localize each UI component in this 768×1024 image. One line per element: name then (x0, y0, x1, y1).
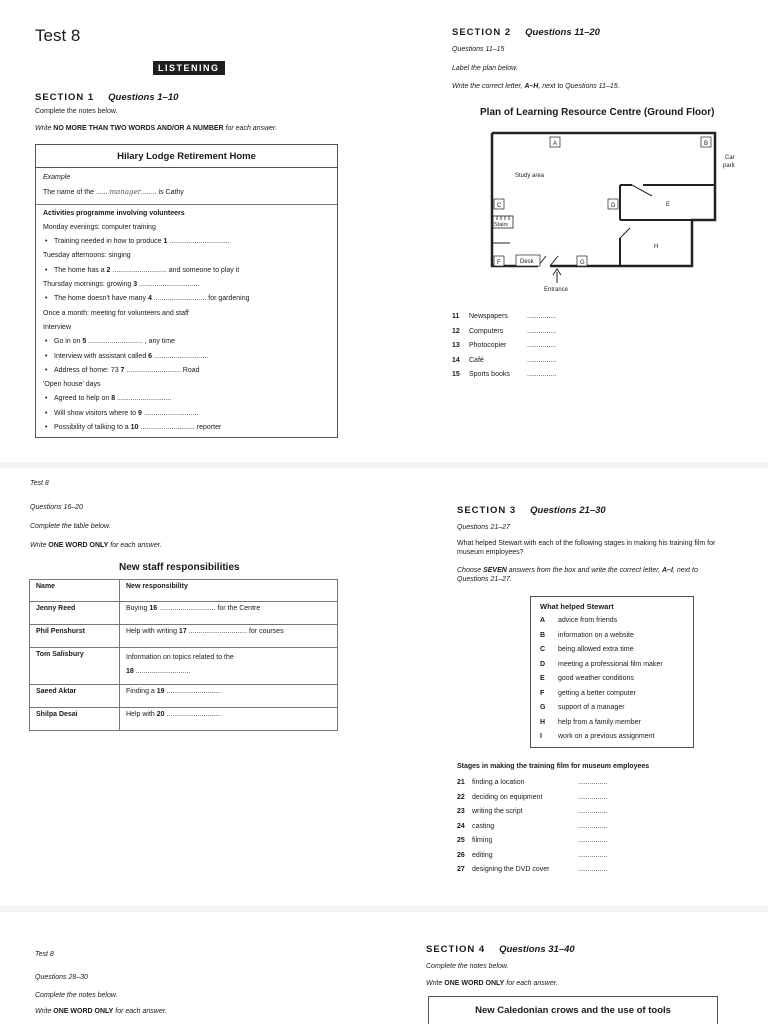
write-letter-instruction: Write the correct letter, A–H, next to Questions 11–15. (452, 83, 620, 90)
options-box (530, 596, 694, 748)
stage-item: 27 designing the DVD cover ............... (457, 866, 608, 873)
section4-heading: SECTION 4 Questions 31–40 (426, 944, 575, 955)
row-name: Jenny Reed (30, 602, 120, 625)
note-line: • Possibility of talking to a 10 ............................ reporter (43, 421, 337, 435)
page-3 (0, 912, 768, 1024)
page2-header: Test 8 (30, 480, 49, 487)
plan-items-list (452, 310, 556, 383)
notes-title: Hilary Lodge Retirement Home (36, 145, 337, 168)
page3-header: Test 8 (35, 951, 54, 958)
note-line: • The home has a 2 ............................ and someone to play it (43, 264, 337, 278)
plan-label-f: F (497, 260, 501, 266)
stages-title: Stages in making the training film for museum employees (457, 763, 650, 770)
note-line: • Training needed in how to produce 1 ............................... (43, 235, 337, 249)
table-write-instruction: Write ONE WORD ONLY for each answer. (30, 542, 162, 549)
row-name: Phil Penshurst (30, 625, 120, 648)
plan-item: 14 Café ............... (452, 356, 557, 364)
test-title: Test 8 (35, 26, 81, 45)
option-item: I work on a previous assignment (540, 733, 655, 740)
option-item: D meeting a professional film maker (540, 660, 663, 668)
options-title: What helped Stewart (540, 602, 614, 611)
plan-label-entrance: Entrance (544, 287, 569, 293)
crows-notes-box (428, 996, 718, 1024)
table-row (30, 685, 338, 708)
section4-instruction: Complete the notes below. (426, 963, 509, 970)
plan-label-h: H (654, 244, 659, 250)
listening-badge: LISTENING (153, 58, 225, 76)
table-instruction: Complete the table below. (30, 523, 111, 530)
table-row (30, 602, 338, 625)
note-line: Thursday mornings: growing 3 ............................... (43, 281, 200, 289)
notes-body (36, 205, 337, 436)
stage-item: 22 deciding on equipment ............... (457, 793, 608, 801)
row-responsibility: Information on topics related to the 18 ............................ (120, 648, 338, 685)
option-item: H help from a family member (540, 718, 641, 726)
note-line: • Address of home: 73 7 ............................ Road (43, 364, 337, 378)
plan-item: 13 Photocopier ............... (452, 342, 557, 349)
plan-label-study-area: Study area (515, 173, 545, 179)
row-name: Tom Salisbury (30, 648, 120, 685)
q21-27-label: Questions 21–27 (457, 524, 510, 531)
section1-instruction: Complete the notes below. (35, 108, 118, 115)
note-line: Tuesday afternoons: singing (43, 252, 131, 260)
plan-label-c: C (497, 203, 502, 209)
plan-title: Plan of Learning Resource Centre (Ground Floor) (480, 107, 715, 118)
page-2 (0, 468, 768, 906)
plan-label-d: D (611, 203, 616, 209)
q16-20-label: Questions 16–20 (30, 504, 83, 511)
note-line: • Will show visitors where to 9 ............................ (43, 407, 337, 421)
q28-30-label: Questions 28–30 (35, 974, 88, 981)
plan-label-g: G (580, 260, 585, 266)
option-item: C being allowed extra time (540, 646, 634, 653)
page-1 (0, 0, 768, 462)
row-responsibility: Finding a 19 ............................ (120, 685, 338, 708)
table-header-row (30, 580, 338, 602)
option-item: A advice from friends (540, 617, 618, 624)
row-responsibility: Buying 16 ............................. for the Centre (120, 602, 338, 625)
plan-item: 15 Sports books ............... (452, 371, 557, 378)
note-line: • The home doesn't have many 4 ........................... for gardening (43, 292, 337, 306)
table-title: New staff responsibilities (119, 562, 240, 573)
stage-item: 23 writing the script ............... (457, 808, 608, 815)
example-label: Example (43, 174, 71, 181)
notes-write-instruction: Write ONE WORD ONLY for each answer. (35, 1008, 167, 1015)
plan-label-a: A (553, 141, 558, 147)
note-line: Interview (43, 323, 72, 331)
section2-heading: SECTION 2 Questions 11–20 (452, 27, 600, 38)
option-item: G support of a manager (540, 704, 625, 711)
activities-heading: Activities programme involving volunteers (43, 209, 185, 217)
note-line: Once a month: meeting for volunteers and staff (43, 309, 189, 317)
table-row (30, 708, 338, 731)
note-line: • Agreed to help on 8 ............................ (43, 392, 337, 406)
row-responsibility: Help with 20 ............................ (120, 708, 338, 731)
table-row (30, 625, 338, 648)
plan-label-stairs: Stairs (494, 222, 509, 228)
responsibilities-table (29, 579, 338, 731)
option-item: E good weather conditions (540, 675, 634, 682)
stage-item: 24 casting ............... (457, 822, 608, 830)
option-item: B information on a website (540, 631, 634, 639)
notes-instruction: Complete the notes below. (35, 992, 118, 999)
crows-title: New Caledonian crows and the use of tools (475, 1005, 671, 1016)
stage-item: 21 finding a location ............... (457, 779, 608, 786)
example-block (36, 168, 337, 205)
section1-heading: SECTION 1 Questions 1–10 (35, 92, 179, 103)
note-line: • Interview with assistant called 6 ............................ (43, 350, 337, 364)
plan-label-car: Car (725, 155, 735, 161)
stage-item: 25 filming ............... (457, 837, 608, 844)
floor-plan (480, 128, 750, 298)
plan-label-b: B (704, 141, 709, 147)
section4-write-instruction: Write ONE WORD ONLY for each answer. (426, 980, 558, 987)
row-name: Saeed Aktar (30, 685, 120, 708)
plan-item: 11 Newspapers ............... (452, 313, 557, 320)
notes-box (35, 144, 338, 438)
note-line: 'Open house' days (43, 381, 101, 389)
note-line: Monday evenings: computer training (43, 223, 156, 231)
options-list (540, 614, 684, 745)
table-row (30, 648, 338, 685)
section1-write-instruction: Write NO MORE THAN TWO WORDS AND/OR A NUMBER for each answer. (35, 125, 278, 132)
row-name: Shilpa Desai (30, 708, 120, 731)
plan-label-desk: Desk (520, 259, 534, 265)
note-line: • Go in on 5 ............................ , any time (43, 335, 337, 349)
label-plan-instruction: Label the plan below. (452, 65, 518, 72)
option-item: F getting a better computer (540, 689, 636, 697)
plan-item: 12 Computers ............... (452, 327, 557, 335)
example-line: The name of the .......manager........ is Cathy (43, 188, 184, 197)
plan-label-e: E (666, 202, 671, 208)
stage-item: 26 editing ............... (457, 851, 608, 859)
q11-15-label: Questions 11–15 (452, 46, 505, 53)
col-responsibility: New responsibility (120, 580, 338, 602)
section3-heading: SECTION 3 Questions 21–30 (457, 505, 606, 516)
col-name: Name (30, 580, 120, 602)
choose-instruction: Choose SEVEN answers from the box and write the correct letter, A–I, next to Questions 21–27. (457, 567, 698, 583)
section3-question: What helped Stewart with each of the following stages in making his training film for museum employees? (457, 540, 716, 556)
plan-label-park: park (723, 163, 735, 169)
row-responsibility: Help with writing 17 .............................. for courses (120, 625, 338, 648)
stages-list (457, 776, 607, 878)
